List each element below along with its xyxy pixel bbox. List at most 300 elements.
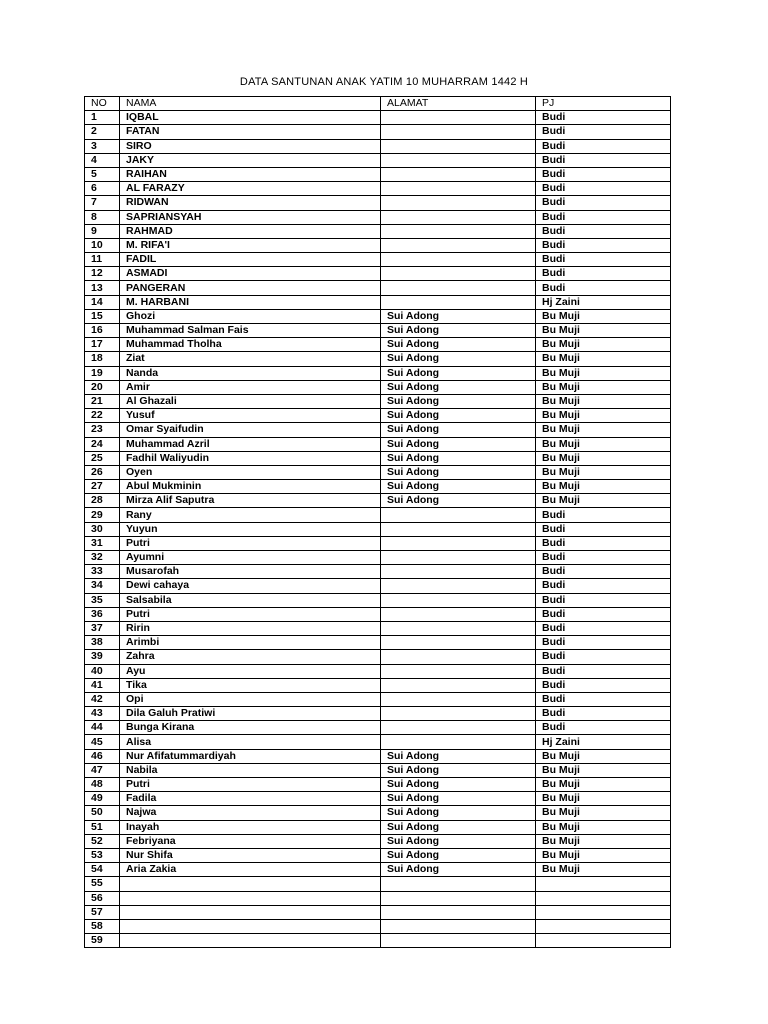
cell-no: 25	[85, 451, 120, 465]
cell-nama: Febriyana	[120, 834, 381, 848]
cell-alamat	[381, 551, 536, 565]
cell-alamat	[381, 182, 536, 196]
cell-pj: Budi	[536, 167, 671, 181]
cell-pj: Bu Muji	[536, 352, 671, 366]
cell-no: 30	[85, 522, 120, 536]
cell-pj: Bu Muji	[536, 749, 671, 763]
table-row	[85, 494, 671, 508]
cell-no: 9	[85, 224, 120, 238]
cell-no: 33	[85, 565, 120, 579]
cell-pj: Bu Muji	[536, 409, 671, 423]
cell-alamat	[381, 295, 536, 309]
table-row	[85, 636, 671, 650]
cell-alamat	[381, 650, 536, 664]
cell-nama: Dila Galuh Pratiwi	[120, 707, 381, 721]
cell-alamat	[381, 224, 536, 238]
cell-nama: Tika	[120, 678, 381, 692]
cell-alamat: Sui Adong	[381, 437, 536, 451]
cell-alamat: Sui Adong	[381, 763, 536, 777]
table-row	[85, 182, 671, 196]
cell-pj: Bu Muji	[536, 380, 671, 394]
table-row	[85, 437, 671, 451]
cell-pj: Budi	[536, 210, 671, 224]
table-row	[85, 919, 671, 933]
cell-nama: Fadila	[120, 792, 381, 806]
table-row	[85, 593, 671, 607]
cell-alamat	[381, 210, 536, 224]
cell-nama: Dewi cahaya	[120, 579, 381, 593]
cell-pj: Budi	[536, 664, 671, 678]
table-row	[85, 749, 671, 763]
cell-alamat	[381, 607, 536, 621]
cell-pj: Bu Muji	[536, 338, 671, 352]
cell-no: 1	[85, 111, 120, 125]
cell-alamat: Sui Adong	[381, 380, 536, 394]
cell-pj: Bu Muji	[536, 763, 671, 777]
table-row	[85, 763, 671, 777]
cell-alamat: Sui Adong	[381, 792, 536, 806]
cell-nama: Nur Afifatummardiyah	[120, 749, 381, 763]
cell-no: 19	[85, 366, 120, 380]
cell-pj: Budi	[536, 551, 671, 565]
cell-nama: Putri	[120, 778, 381, 792]
cell-nama: Musarofah	[120, 565, 381, 579]
cell-no: 45	[85, 735, 120, 749]
cell-alamat	[381, 721, 536, 735]
cell-alamat	[381, 621, 536, 635]
cell-pj: Bu Muji	[536, 778, 671, 792]
cell-no: 37	[85, 621, 120, 635]
table-row	[85, 210, 671, 224]
cell-no: 57	[85, 905, 120, 919]
cell-alamat: Sui Adong	[381, 409, 536, 423]
table-row	[85, 778, 671, 792]
cell-nama: Oyen	[120, 465, 381, 479]
cell-alamat	[381, 692, 536, 706]
cell-pj: Budi	[536, 182, 671, 196]
cell-nama: Ayu	[120, 664, 381, 678]
cell-alamat	[381, 678, 536, 692]
cell-no: 53	[85, 848, 120, 862]
cell-nama: Muhammad Salman Fais	[120, 324, 381, 338]
cell-nama: Zahra	[120, 650, 381, 664]
table-row	[85, 877, 671, 891]
cell-no: 48	[85, 778, 120, 792]
table-row	[85, 465, 671, 479]
cell-no: 26	[85, 465, 120, 479]
cell-pj: Bu Muji	[536, 423, 671, 437]
cell-nama: RAHMAD	[120, 224, 381, 238]
cell-no: 36	[85, 607, 120, 621]
cell-pj: Bu Muji	[536, 437, 671, 451]
cell-no: 31	[85, 536, 120, 550]
cell-no: 17	[85, 338, 120, 352]
cell-pj: Bu Muji	[536, 394, 671, 408]
cell-alamat: Sui Adong	[381, 352, 536, 366]
table-row	[85, 224, 671, 238]
cell-pj: Budi	[536, 238, 671, 252]
table-row	[85, 238, 671, 252]
cell-nama: Najwa	[120, 806, 381, 820]
cell-pj: Budi	[536, 678, 671, 692]
cell-alamat	[381, 877, 536, 891]
cell-nama: M. HARBANI	[120, 295, 381, 309]
cell-nama: JAKY	[120, 153, 381, 167]
cell-pj: Bu Muji	[536, 848, 671, 862]
cell-no: 8	[85, 210, 120, 224]
cell-pj: Bu Muji	[536, 451, 671, 465]
cell-alamat	[381, 139, 536, 153]
cell-alamat: Sui Adong	[381, 309, 536, 323]
cell-alamat	[381, 111, 536, 125]
table-row	[85, 153, 671, 167]
cell-pj: Bu Muji	[536, 309, 671, 323]
cell-pj: Budi	[536, 650, 671, 664]
cell-no: 49	[85, 792, 120, 806]
cell-no: 2	[85, 125, 120, 139]
cell-no: 27	[85, 480, 120, 494]
cell-nama: AL FARAZY	[120, 182, 381, 196]
cell-pj: Budi	[536, 721, 671, 735]
table-row	[85, 721, 671, 735]
table-row	[85, 295, 671, 309]
cell-no: 35	[85, 593, 120, 607]
cell-nama: ASMADI	[120, 267, 381, 281]
cell-alamat	[381, 891, 536, 905]
cell-alamat	[381, 919, 536, 933]
table-row	[85, 551, 671, 565]
cell-pj: Hj Zaini	[536, 735, 671, 749]
cell-pj	[536, 905, 671, 919]
table-row	[85, 409, 671, 423]
cell-nama: RAIHAN	[120, 167, 381, 181]
cell-no: 50	[85, 806, 120, 820]
table-row	[85, 253, 671, 267]
cell-no: 55	[85, 877, 120, 891]
cell-nama: SAPRIANSYAH	[120, 210, 381, 224]
cell-no: 14	[85, 295, 120, 309]
cell-pj: Hj Zaini	[536, 295, 671, 309]
cell-no: 51	[85, 820, 120, 834]
cell-no: 44	[85, 721, 120, 735]
cell-alamat: Sui Adong	[381, 338, 536, 352]
cell-alamat: Sui Adong	[381, 778, 536, 792]
cell-nama	[120, 934, 381, 948]
cell-no: 24	[85, 437, 120, 451]
cell-no: 54	[85, 863, 120, 877]
cell-alamat	[381, 167, 536, 181]
cell-pj: Bu Muji	[536, 820, 671, 834]
cell-nama: Putri	[120, 536, 381, 550]
cell-pj: Bu Muji	[536, 324, 671, 338]
cell-no: 56	[85, 891, 120, 905]
cell-alamat	[381, 565, 536, 579]
cell-nama: Rany	[120, 508, 381, 522]
cell-no: 58	[85, 919, 120, 933]
cell-nama: Inayah	[120, 820, 381, 834]
beneficiary-table	[84, 96, 671, 948]
cell-nama: Abul Mukminin	[120, 480, 381, 494]
cell-no: 32	[85, 551, 120, 565]
cell-nama: Salsabila	[120, 593, 381, 607]
table-row	[85, 522, 671, 536]
cell-pj: Budi	[536, 593, 671, 607]
cell-nama: Nabila	[120, 763, 381, 777]
cell-alamat: Sui Adong	[381, 494, 536, 508]
cell-nama: Putri	[120, 607, 381, 621]
cell-pj	[536, 877, 671, 891]
table-row	[85, 125, 671, 139]
cell-alamat	[381, 664, 536, 678]
table-row	[85, 139, 671, 153]
table-row	[85, 707, 671, 721]
table-row	[85, 792, 671, 806]
table-row	[85, 848, 671, 862]
column-header-pj: PJ	[536, 97, 671, 111]
table-row	[85, 735, 671, 749]
table-row	[85, 423, 671, 437]
cell-alamat: Sui Adong	[381, 863, 536, 877]
table-row	[85, 508, 671, 522]
table-row	[85, 352, 671, 366]
cell-alamat	[381, 707, 536, 721]
cell-no: 41	[85, 678, 120, 692]
cell-nama: Yusuf	[120, 409, 381, 423]
cell-no: 39	[85, 650, 120, 664]
cell-alamat: Sui Adong	[381, 451, 536, 465]
cell-pj: Budi	[536, 139, 671, 153]
table-row	[85, 281, 671, 295]
table-row	[85, 565, 671, 579]
cell-nama: Opi	[120, 692, 381, 706]
cell-no: 3	[85, 139, 120, 153]
table-row	[85, 309, 671, 323]
cell-nama: M. RIFA'I	[120, 238, 381, 252]
cell-alamat	[381, 508, 536, 522]
cell-no: 18	[85, 352, 120, 366]
column-header-no: NO	[85, 97, 120, 111]
cell-alamat	[381, 536, 536, 550]
cell-alamat: Sui Adong	[381, 820, 536, 834]
cell-alamat	[381, 153, 536, 167]
cell-alamat: Sui Adong	[381, 465, 536, 479]
cell-alamat	[381, 238, 536, 252]
cell-no: 40	[85, 664, 120, 678]
cell-pj: Budi	[536, 636, 671, 650]
cell-nama	[120, 919, 381, 933]
cell-alamat: Sui Adong	[381, 749, 536, 763]
cell-no: 6	[85, 182, 120, 196]
cell-alamat	[381, 125, 536, 139]
cell-pj: Budi	[536, 224, 671, 238]
cell-alamat	[381, 636, 536, 650]
cell-nama: Alisa	[120, 735, 381, 749]
cell-pj: Budi	[536, 707, 671, 721]
cell-alamat	[381, 267, 536, 281]
cell-pj: Budi	[536, 253, 671, 267]
cell-no: 20	[85, 380, 120, 394]
cell-pj: Budi	[536, 565, 671, 579]
cell-pj: Budi	[536, 125, 671, 139]
cell-pj: Budi	[536, 621, 671, 635]
cell-no: 12	[85, 267, 120, 281]
cell-no: 13	[85, 281, 120, 295]
table-row	[85, 834, 671, 848]
table-row	[85, 891, 671, 905]
table-row	[85, 338, 671, 352]
cell-no: 22	[85, 409, 120, 423]
table-body	[85, 111, 671, 948]
cell-nama: Muhammad Azril	[120, 437, 381, 451]
cell-alamat: Sui Adong	[381, 423, 536, 437]
table-row	[85, 167, 671, 181]
cell-pj: Budi	[536, 536, 671, 550]
cell-nama: Ghozi	[120, 309, 381, 323]
cell-alamat	[381, 253, 536, 267]
cell-no: 5	[85, 167, 120, 181]
cell-nama: SIRO	[120, 139, 381, 153]
cell-no: 10	[85, 238, 120, 252]
cell-pj: Budi	[536, 267, 671, 281]
cell-no: 43	[85, 707, 120, 721]
document-title: DATA SANTUNAN ANAK YATIM 10 MUHARRAM 1442 H	[239, 76, 529, 88]
cell-no: 47	[85, 763, 120, 777]
cell-no: 11	[85, 253, 120, 267]
cell-pj: Budi	[536, 281, 671, 295]
cell-nama: Muhammad Tholha	[120, 338, 381, 352]
cell-no: 42	[85, 692, 120, 706]
cell-nama: FATAN	[120, 125, 381, 139]
cell-nama: Bunga Kirana	[120, 721, 381, 735]
cell-alamat: Sui Adong	[381, 366, 536, 380]
cell-nama: Ririn	[120, 621, 381, 635]
cell-no: 7	[85, 196, 120, 210]
cell-nama	[120, 877, 381, 891]
cell-alamat	[381, 934, 536, 948]
cell-pj	[536, 891, 671, 905]
table-row	[85, 394, 671, 408]
cell-nama: Ziat	[120, 352, 381, 366]
cell-alamat	[381, 579, 536, 593]
cell-alamat	[381, 905, 536, 919]
column-header-nama: NAMA	[120, 97, 381, 111]
cell-alamat	[381, 593, 536, 607]
cell-no: 4	[85, 153, 120, 167]
cell-alamat	[381, 281, 536, 295]
cell-nama: Nur Shifa	[120, 848, 381, 862]
table-row	[85, 451, 671, 465]
table-row	[85, 480, 671, 494]
cell-no: 29	[85, 508, 120, 522]
cell-nama: PANGERAN	[120, 281, 381, 295]
cell-nama: Arimbi	[120, 636, 381, 650]
cell-pj: Bu Muji	[536, 806, 671, 820]
cell-nama	[120, 891, 381, 905]
cell-pj: Bu Muji	[536, 366, 671, 380]
cell-nama: RIDWAN	[120, 196, 381, 210]
table-row	[85, 863, 671, 877]
table-row	[85, 196, 671, 210]
cell-pj: Budi	[536, 196, 671, 210]
cell-alamat: Sui Adong	[381, 848, 536, 862]
cell-alamat	[381, 522, 536, 536]
cell-nama	[120, 905, 381, 919]
table-row	[85, 806, 671, 820]
cell-pj: Budi	[536, 522, 671, 536]
cell-no: 38	[85, 636, 120, 650]
table-row	[85, 579, 671, 593]
cell-pj: Budi	[536, 692, 671, 706]
cell-pj	[536, 919, 671, 933]
table-row	[85, 607, 671, 621]
cell-alamat: Sui Adong	[381, 394, 536, 408]
cell-alamat	[381, 196, 536, 210]
cell-no: 16	[85, 324, 120, 338]
cell-nama: IQBAL	[120, 111, 381, 125]
table-row	[85, 324, 671, 338]
cell-nama: Fadhil Waliyudin	[120, 451, 381, 465]
cell-alamat: Sui Adong	[381, 834, 536, 848]
cell-pj: Bu Muji	[536, 465, 671, 479]
table-row	[85, 267, 671, 281]
cell-pj: Budi	[536, 111, 671, 125]
cell-pj: Budi	[536, 508, 671, 522]
table-header-row	[85, 97, 671, 111]
cell-alamat: Sui Adong	[381, 806, 536, 820]
cell-nama: Ayumni	[120, 551, 381, 565]
cell-pj: Bu Muji	[536, 834, 671, 848]
table-row	[85, 905, 671, 919]
cell-nama: Mirza Alif Saputra	[120, 494, 381, 508]
cell-no: 23	[85, 423, 120, 437]
cell-no: 21	[85, 394, 120, 408]
column-header-alamat: ALAMAT	[381, 97, 536, 111]
cell-pj: Bu Muji	[536, 863, 671, 877]
cell-no: 15	[85, 309, 120, 323]
cell-pj: Bu Muji	[536, 494, 671, 508]
cell-nama: Aria Zakia	[120, 863, 381, 877]
table-row	[85, 111, 671, 125]
cell-pj: Budi	[536, 153, 671, 167]
table-row	[85, 536, 671, 550]
cell-nama: FADIL	[120, 253, 381, 267]
cell-no: 28	[85, 494, 120, 508]
table-row	[85, 664, 671, 678]
table-row	[85, 934, 671, 948]
cell-nama: Nanda	[120, 366, 381, 380]
cell-pj: Bu Muji	[536, 792, 671, 806]
cell-nama: Omar Syaifudin	[120, 423, 381, 437]
table-row	[85, 692, 671, 706]
cell-alamat: Sui Adong	[381, 480, 536, 494]
table-row	[85, 650, 671, 664]
cell-no: 34	[85, 579, 120, 593]
table-row	[85, 380, 671, 394]
cell-nama: Yuyun	[120, 522, 381, 536]
table-row	[85, 621, 671, 635]
table-row	[85, 820, 671, 834]
cell-no: 59	[85, 934, 120, 948]
cell-no: 52	[85, 834, 120, 848]
cell-alamat: Sui Adong	[381, 324, 536, 338]
cell-alamat	[381, 735, 536, 749]
cell-pj: Budi	[536, 607, 671, 621]
cell-pj	[536, 934, 671, 948]
cell-nama: Al Ghazali	[120, 394, 381, 408]
cell-no: 46	[85, 749, 120, 763]
table-row	[85, 366, 671, 380]
cell-pj: Budi	[536, 579, 671, 593]
